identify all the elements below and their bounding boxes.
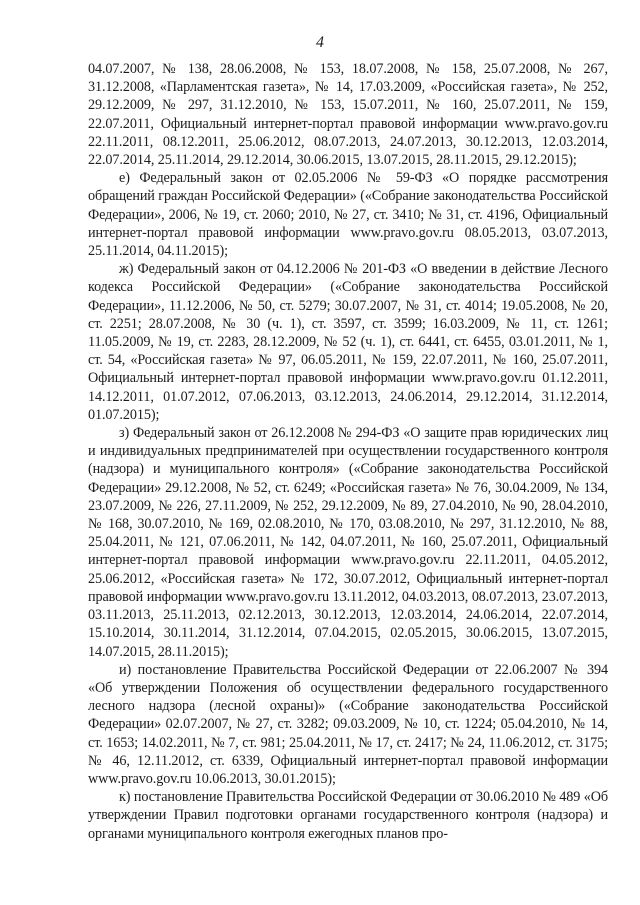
page-number: 4	[316, 34, 324, 51]
paragraph-item-z: з) Федеральный закон от 26.12.2008 № 294-ФЗ «О защите прав юридических лиц и индивидуальных предпринимателей при осуществлении государственного контроля (надзора) и муниципального контроля» («Собрание законодательства Российской Федерации» 29.12.2008, № 52, ст. 6249; «Российская газета» № 76, 30.04.2009, № 134, 23.07.2009, № 226, 27.11.2009, № 252, 29.12.2009, № 89, 27.04.2010, № 90, 28.04.2010, № 168, 30.07.2010, № 169, 02.08.2010, № 170, 03.08.2010, № 297, 31.12.2010, № 88, 25.04.2011, № 121, 07.06.2011, № 142, 04.07.2011, № 160, 25.07.2011, Официальный интернет-портал правовой информации www.pravo.gov.ru 22.11.2011, 04.05.2012, 25.06.2012, «Российская газета» № 172, 30.07.2012, Официальный интернет-портал правовой информации www.pravo.gov.ru 13.11.2012, 04.03.2013, 08.07.2013, 23.07.2013, 03.11.2013, 25.11.2013, 02.12.2013, 30.12.2013, 12.03.2014, 24.06.2014, 22.07.2014, 15.10.2014, 30.11.2014, 31.12.2014, 07.04.2015, 02.05.2015, 30.06.2015, 13.07.2015, 14.07.2015, 28.11.2015);	[88, 425, 608, 660]
paragraph-continuation: 04.07.2007, № 138, 28.06.2008, № 153, 18.07.2008, № 158, 25.07.2008, № 267, 31.12.2008, «Парламентская газета», № 14, 17.03.2009, «Российская газета», № 252, 29.12.2009, № 297, 31.12.2010, № 153, 15.07.2011, № 160, 25.07.2011, № 159, 22.07.2011, Официальный интернет-портал правовой информации www.pravo.gov.ru 22.11.2011, 08.12.2011, 25.06.2012, 08.07.2013, 24.07.2013, 30.12.2013, 12.03.2014, 22.07.2014, 25.11.2014, 29.12.2014, 30.06.2015, 13.07.2015, 28.11.2015, 29.12.2015);	[88, 61, 608, 169]
document-body	[88, 60, 608, 843]
paragraph-item-zh: ж) Федеральный закон от 04.12.2006 № 201-ФЗ «О введении в действие Лесного кодекса Российской Федерации» («Собрание законодательства Российской Федерации», 11.12.2006, № 50, ст. 5279; 30.07.2007, № 31, ст. 4014; 19.05.2008, № 20, ст. 2251; 28.07.2008, № 30 (ч. 1), ст. 3597, ст. 3599; 16.03.2009, № 11, ст. 1261; 11.05.2009, № 19, ст. 2283, 28.12.2009, № 52 (ч. 1), ст. 6441, ст. 6455, 03.01.2011, № 1, ст. 54, «Российская газета» № 97, 06.05.2011, № 159, 22.07.2011, № 160, 25.07.2011, Официальный интернет-портал правовой информации www.pravo.gov.ru 01.12.2011, 14.12.2011, 01.07.2012, 07.06.2013, 03.12.2013, 24.06.2014, 29.12.2014, 31.12.2014, 01.07.2015);	[88, 261, 608, 423]
paragraph-item-i: и) постановление Правительства Российской Федерации от 22.06.2007 № 394 «Об утверждении Положения об осуществлении федерального государственного лесного надзора (лесной охраны)» («Собрание законодательства Российской Федерации» 02.07.2007, № 27, ст. 3282; 09.03.2009, № 10, ст. 1224; 05.04.2010, № 14, ст. 1653; 14.02.2011, № 7, ст. 981; 25.04.2011, № 17, ст. 2417; № 24, 11.06.2012, ст. 3175; № 46, 12.11.2012, ст. 6339, Официальный интернет-портал правовой информации www.pravo.gov.ru 10.06.2013, 30.01.2015);	[88, 661, 608, 787]
paragraph-item-e: е) Федеральный закон от 02.05.2006 № 59-ФЗ «О порядке рассмотрения обращений граждан Российской Федерации» («Собрание законодательства Российской Федерации», 2006, № 19, ст. 2060; 2010, № 27, ст. 3410; № 31, ст. 4196, Официальный интернет-портал правовой информации www.pravo.gov.ru 08.05.2013, 03.07.2013, 25.11.2014, 04.11.2015);	[88, 170, 608, 260]
paragraph-item-k: к) постановление Правительства Российской Федерации от 30.06.2010 № 489 «Об утверждении Правил подготовки органами государственного контроля (надзора) и органами муниципального контроля ежегодных планов про-	[88, 789, 608, 842]
